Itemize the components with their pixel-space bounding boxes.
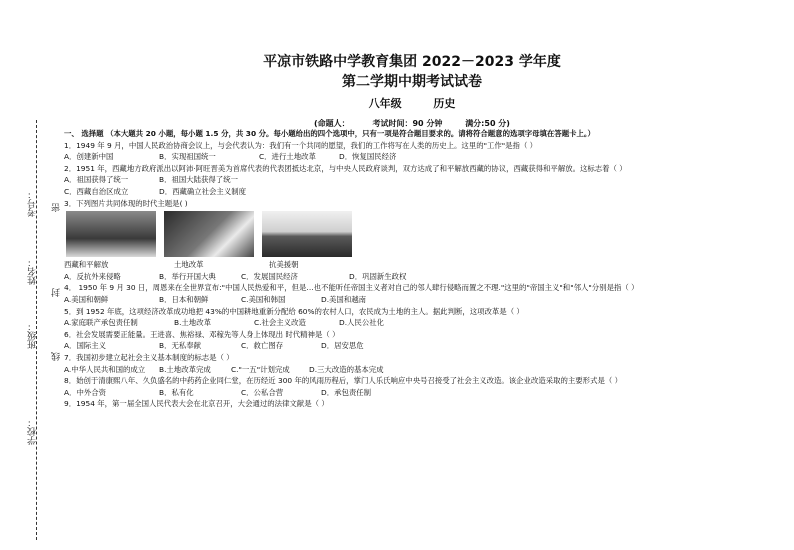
- q8-option-d: D．承包责任制: [321, 387, 372, 397]
- q7-options: [64, 364, 764, 376]
- full-score: 满分:50 分): [465, 119, 510, 128]
- exam-header: [62, 52, 762, 129]
- caption-land-reform: 土地改革: [174, 260, 204, 270]
- seal-char-feng: 封: [52, 288, 62, 297]
- q1-option-a: A．创建新中国: [64, 152, 114, 162]
- q4-stem: 4． 1950 年 9 月 30 日，周恩来在全世界宣布:"中国人民热爱和平，但是…也不能听任帝国主义者对自己的邻人肆行侵略而置之不理."这里的"帝国主义"和"邻人"分别是指（ ）: [64, 283, 639, 293]
- q2-options-row2: [64, 186, 764, 198]
- seal-char-mi: 密: [52, 203, 62, 212]
- q3-options: [64, 271, 764, 283]
- q5-option-c: C.社会主义改造: [254, 318, 306, 328]
- q3-option-b: B．举行开国大典: [159, 271, 216, 281]
- exam-time: 考试时间：90 分钟: [372, 119, 443, 128]
- grade: 八年级: [368, 97, 402, 110]
- grade-subject: [62, 96, 762, 112]
- caption-tibet: 西藏和平解放: [64, 260, 109, 270]
- q3-captions: [64, 259, 764, 271]
- name-label: 姓名：: [28, 258, 38, 285]
- q3-images: [66, 211, 764, 257]
- section-title: 一、 选择题 （本大题共 20 小题，每小题 1.5 分，共 30 分。每小题给出的四个选项中，只有一项是符合题目要求的。请将符合题意的选项字母填在答题卡上。）: [64, 129, 595, 138]
- q9-stem: 9．1954 年，第一届全国人民代表大会在北京召开，大会通过的法律文献是（ ）: [64, 399, 329, 409]
- q2-option-b: B．祖国大陆获得了统一: [159, 175, 238, 185]
- q5-option-b: B.土地改革: [174, 318, 211, 328]
- binding-margin: [0, 0, 62, 550]
- q3-option-c: C．发展国民经济: [241, 271, 298, 281]
- caption-korean-war: 抗美援朝: [269, 260, 299, 270]
- q6-option-b: B．无私奉献: [159, 341, 202, 351]
- q1-option-d: D．恢复国民经济: [339, 152, 397, 162]
- school-label: 学校：: [28, 418, 38, 445]
- q3-option-a: A．反抗外来侵略: [64, 271, 121, 281]
- q2-options-row1: [64, 174, 764, 186]
- q4-options: [64, 294, 764, 306]
- q4-option-c: C.美国和韩国: [241, 294, 286, 304]
- subject: 历史: [433, 97, 456, 110]
- q8-option-a: A．中外合资: [64, 387, 107, 397]
- q7-option-b: B.土地改革完成: [159, 364, 211, 374]
- q1-option-b: B．实现祖国统一: [159, 152, 216, 162]
- q6-option-a: A．国际主义: [64, 341, 107, 351]
- q2-option-c: C．西藏自治区成立: [64, 186, 129, 196]
- q5-option-a: A.家庭联产承包责任制: [64, 318, 138, 328]
- q2-stem: 2．1951 年，西藏地方政府派出以阿沛·阿旺晋美为首席代表的代表团抵达北京，与中央人民政府谈判，双方达成了和平解放西藏的协议，西藏获得和平解放。这标志着（ ）: [64, 163, 627, 173]
- q8-option-b: B．私有化: [159, 387, 194, 397]
- exam-title: 平凉市铁路中学教育集团 2022－2023 学年度: [263, 54, 561, 70]
- q6-stem: 6．社会发展需要正能量。王进喜、焦裕禄、邓稼先等人身上体现出 时代精神是（ ）: [64, 329, 340, 339]
- q2-option-a: A．祖国获得了统一: [64, 175, 129, 185]
- q4-option-b: B．日本和朝鲜: [159, 294, 209, 304]
- q2-option-d: D．西藏确立社会主义制度: [159, 186, 246, 196]
- q1-stem: 1．1949 年 9 月，中国人民政治协商会议上，与会代表认为：我们有一个共同的愿望，我们的工作将写在人类的历史上。这里的"工作"是指（ ）: [64, 140, 538, 150]
- q5-options: [64, 317, 764, 329]
- land-reform-photo: [164, 211, 254, 257]
- tibet-liberation-photo: [66, 211, 156, 257]
- q6-options: [64, 340, 764, 352]
- q3-option-d: D．巩固新生政权: [349, 271, 407, 281]
- seal-char-xian: 线: [52, 352, 62, 361]
- q5-option-d: D.人民公社化: [339, 318, 384, 328]
- q8-option-c: C．公私合营: [241, 387, 284, 397]
- q7-stem: 7．我国初步建立起社会主义基本制度的标志是（ ）: [64, 352, 234, 362]
- q7-option-a: A.中华人民共和国的成立: [64, 364, 146, 374]
- setter-label: (命题人：: [314, 119, 350, 128]
- class-label: 班级：: [28, 322, 38, 349]
- q1-option-c: C．进行土地改革: [259, 152, 316, 162]
- exam-content: [64, 128, 764, 410]
- korean-war-photo: [262, 211, 352, 257]
- q6-option-c: C．救亡图存: [241, 341, 284, 351]
- q6-option-d: D．居安思危: [321, 341, 364, 351]
- q3-stem: 3．下列图片共同体现的时代主题是( ): [64, 198, 188, 208]
- exam-number-label: 考号：: [28, 190, 38, 217]
- q1-options: [64, 151, 764, 163]
- q8-options: [64, 387, 764, 399]
- q7-option-c: C."一五"计划完成: [231, 364, 290, 374]
- exam-subtitle: 第二学期中期考试试卷: [342, 74, 482, 90]
- q4-option-d: D.美国和越南: [321, 294, 366, 304]
- q5-stem: 5．到 1952 年底，这项经济改革成功地把 43%的中国耕地重新分配给 60%的农村人口，农民成为土地的主人。据此判断，这项改革是（ ）: [64, 306, 524, 316]
- q7-option-d: D.三大改造的基本完成: [309, 364, 384, 374]
- q8-stem: 8．始创于清康熙八年、久负盛名的中药药企业同仁堂，在历经近 300 年的风雨历程后，掌门人乐氏响应中央号召接受了社会主义改造。该企业改造采取的主要形式是（ ）: [64, 376, 622, 386]
- q4-option-a: A.美国和朝鲜: [64, 294, 109, 304]
